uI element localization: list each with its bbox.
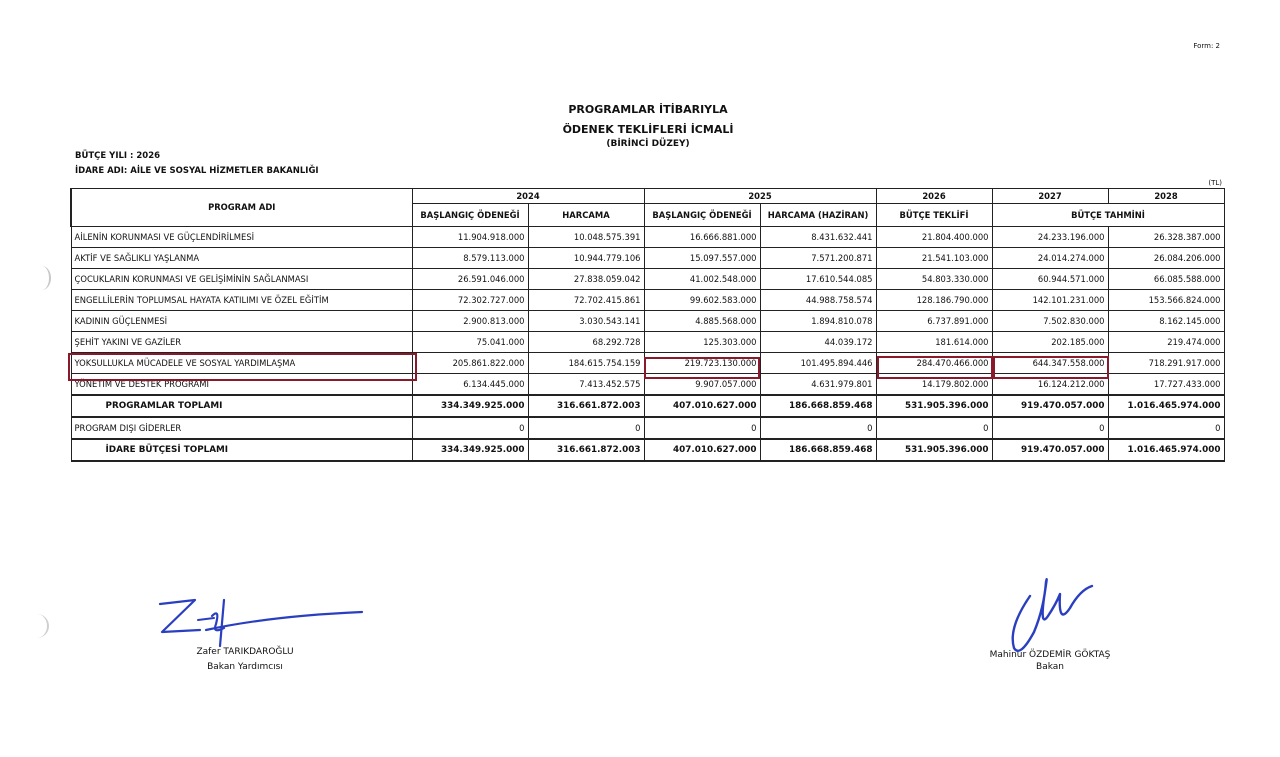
highlight-box-2026 xyxy=(877,356,993,379)
budget-table xyxy=(70,188,1225,462)
highlight-box-program xyxy=(68,353,417,381)
value-cell: 41.002.548.000 xyxy=(644,269,760,290)
value-cell: 17.727.433.000 xyxy=(1108,374,1224,396)
value-cell: 125.303.000 xyxy=(644,332,760,353)
value-cell: 11.904.918.000 xyxy=(412,227,528,248)
year-header-2024: 2024 xyxy=(412,189,644,204)
value-cell: 3.030.543.141 xyxy=(528,311,644,332)
total-cell: 186.668.859.468 xyxy=(760,439,876,461)
value-cell: 142.101.231.000 xyxy=(992,290,1108,311)
deputy-minister-title: Bakan Yardımcısı xyxy=(207,662,283,672)
minister-title: Bakan xyxy=(1036,662,1064,672)
total-cell: 1.016.465.974.000 xyxy=(1108,395,1224,417)
program-name-cell: ŞEHİT YAKINI VE GAZİLER xyxy=(71,332,412,353)
value-cell: 60.944.571.000 xyxy=(992,269,1108,290)
total-cell: 1.016.465.974.000 xyxy=(1108,439,1224,461)
value-cell: 4.631.979.801 xyxy=(760,374,876,396)
value-cell: 10.944.779.106 xyxy=(528,248,644,269)
value-cell: 101.495.894.446 xyxy=(760,353,876,374)
value-cell: 0 xyxy=(876,417,992,439)
value-cell: 26.328.387.000 xyxy=(1108,227,1224,248)
total-cell: 919.470.057.000 xyxy=(992,439,1108,461)
table-row xyxy=(71,290,1224,311)
punch-hole-mark xyxy=(33,266,51,290)
value-cell: 68.292.728 xyxy=(528,332,644,353)
value-cell: 21.804.400.000 xyxy=(876,227,992,248)
col-header-proposal-2026: BÜTÇE TEKLİFİ xyxy=(876,204,992,227)
value-cell: 4.885.568.000 xyxy=(644,311,760,332)
value-cell: 8.431.632.441 xyxy=(760,227,876,248)
value-cell: 284.470.466.000 xyxy=(876,353,992,374)
total-cell: 531.905.396.000 xyxy=(876,439,992,461)
value-cell: 99.602.583.000 xyxy=(644,290,760,311)
minister-signature xyxy=(1000,568,1110,656)
document-level: (BİRİNCİ DÜZEY) xyxy=(606,139,690,149)
value-cell: 0 xyxy=(412,417,528,439)
program-name-header: PROGRAM ADI xyxy=(71,189,412,227)
value-cell: 7.413.452.575 xyxy=(528,374,644,396)
institution-total-label: İDARE BÜTÇESİ TOPLAMI xyxy=(71,439,412,461)
deputy-minister-name: Zafer TARIKDAROĞLU xyxy=(196,647,294,657)
value-cell: 66.085.588.000 xyxy=(1108,269,1224,290)
table-row xyxy=(71,311,1224,332)
punch-hole-mark xyxy=(25,614,49,638)
value-cell: 17.610.544.085 xyxy=(760,269,876,290)
program-total-row xyxy=(71,395,1224,417)
value-cell: 10.048.575.391 xyxy=(528,227,644,248)
program-name-cell: KADININ GÜÇLENMESİ xyxy=(71,311,412,332)
total-cell: 407.010.627.000 xyxy=(644,439,760,461)
value-cell: 54.803.330.000 xyxy=(876,269,992,290)
total-cell: 316.661.872.003 xyxy=(528,395,644,417)
table-row xyxy=(71,227,1224,248)
col-header-initial-2024: BAŞLANGIÇ ÖDENEĞİ xyxy=(412,204,528,227)
document-title: PROGRAMLAR İTİBARIYLA xyxy=(568,103,728,116)
value-cell: 1.894.810.078 xyxy=(760,311,876,332)
value-cell: 0 xyxy=(760,417,876,439)
program-name-cell: AKTİF VE SAĞLIKLI YAŞLANMA xyxy=(71,248,412,269)
value-cell: 72.702.415.861 xyxy=(528,290,644,311)
value-cell: 205.861.822.000 xyxy=(412,353,528,374)
total-cell: 316.661.872.003 xyxy=(528,439,644,461)
value-cell: 202.185.000 xyxy=(992,332,1108,353)
value-cell: 24.014.274.000 xyxy=(992,248,1108,269)
form-number: Form: 2 xyxy=(1193,42,1220,50)
program-name-cell: ÇOCUKLARIN KORUNMASI VE GELİŞİMİNİN SAĞLANMASI xyxy=(71,269,412,290)
currency-unit: (TL) xyxy=(1208,179,1222,187)
non-program-label: PROGRAM DIŞI GİDERLER xyxy=(71,417,412,439)
value-cell: 7.502.830.000 xyxy=(992,311,1108,332)
value-cell: 128.186.790.000 xyxy=(876,290,992,311)
value-cell: 72.302.727.000 xyxy=(412,290,528,311)
value-cell: 718.291.917.000 xyxy=(1108,353,1224,374)
value-cell: 219.474.000 xyxy=(1108,332,1224,353)
program-name-cell: AİLENİN KORUNMASI VE GÜÇLENDİRİLMESİ xyxy=(71,227,412,248)
col-header-spending-2025: HARCAMA (HAZİRAN) xyxy=(760,204,876,227)
program-name-cell: ENGELLİLERİN TOPLUMSAL HAYATA KATILIMI VE ÖZEL EĞİTİM xyxy=(71,290,412,311)
value-cell: 16.666.881.000 xyxy=(644,227,760,248)
year-header-2027: 2027 xyxy=(992,189,1108,204)
value-cell: 219.723.130.000 xyxy=(644,353,760,374)
total-cell: 334.349.925.000 xyxy=(412,439,528,461)
value-cell: 7.571.200.871 xyxy=(760,248,876,269)
highlight-box-2027 xyxy=(993,356,1109,379)
year-header-2026: 2026 xyxy=(876,189,992,204)
total-cell: 531.905.396.000 xyxy=(876,395,992,417)
value-cell: 184.615.754.159 xyxy=(528,353,644,374)
value-cell: 0 xyxy=(1108,417,1224,439)
value-cell: 6.134.445.000 xyxy=(412,374,528,396)
value-cell: 75.041.000 xyxy=(412,332,528,353)
value-cell: 0 xyxy=(992,417,1108,439)
value-cell: 0 xyxy=(644,417,760,439)
value-cell: 2.900.813.000 xyxy=(412,311,528,332)
budget-year: BÜTÇE YILI : 2026 xyxy=(75,151,161,161)
non-program-row xyxy=(71,417,1224,439)
value-cell: 15.097.557.000 xyxy=(644,248,760,269)
col-header-estimate: BÜTÇE TAHMİNİ xyxy=(992,204,1224,227)
table-row xyxy=(71,332,1224,353)
value-cell: 6.737.891.000 xyxy=(876,311,992,332)
total-cell: 919.470.057.000 xyxy=(992,395,1108,417)
program-name-cell: YOKSULLUKLA MÜCADELE VE SOSYAL YARDIMLAŞMA xyxy=(71,353,412,374)
program-name-cell: YÖNETİM VE DESTEK PROGRAMI xyxy=(71,374,412,396)
value-cell: 27.838.059.042 xyxy=(528,269,644,290)
value-cell: 9.907.057.000 xyxy=(644,374,760,396)
value-cell: 153.566.824.000 xyxy=(1108,290,1224,311)
value-cell: 26.084.206.000 xyxy=(1108,248,1224,269)
value-cell: 21.541.103.000 xyxy=(876,248,992,269)
table-row xyxy=(71,269,1224,290)
program-total-label: PROGRAMLAR TOPLAMI xyxy=(71,395,412,417)
highlight-box-2025 xyxy=(644,357,760,379)
value-cell: 8.579.113.000 xyxy=(412,248,528,269)
total-cell: 186.668.859.468 xyxy=(760,395,876,417)
institution-name: İDARE ADI: AİLE VE SOSYAL HİZMETLER BAKANLIĞI xyxy=(75,166,319,176)
value-cell: 44.988.758.574 xyxy=(760,290,876,311)
table-row xyxy=(71,248,1224,269)
total-cell: 334.349.925.000 xyxy=(412,395,528,417)
value-cell: 0 xyxy=(528,417,644,439)
document-subtitle: ÖDENEK TEKLİFLERİ İCMALİ xyxy=(562,123,734,136)
institution-total-row xyxy=(71,439,1224,461)
value-cell: 644.347.558.000 xyxy=(992,353,1108,374)
value-cell: 14.179.802.000 xyxy=(876,374,992,396)
minister-name: Mahinur ÖZDEMİR GÖKTAŞ xyxy=(989,650,1111,660)
value-cell: 16.124.212.000 xyxy=(992,374,1108,396)
value-cell: 24.233.196.000 xyxy=(992,227,1108,248)
value-cell: 181.614.000 xyxy=(876,332,992,353)
col-header-initial-2025: BAŞLANGIÇ ÖDENEĞİ xyxy=(644,204,760,227)
value-cell: 26.591.046.000 xyxy=(412,269,528,290)
year-header-2025: 2025 xyxy=(644,189,876,204)
year-header-2028: 2028 xyxy=(1108,189,1224,204)
value-cell: 44.039.172 xyxy=(760,332,876,353)
col-header-spending-2024: HARCAMA xyxy=(528,204,644,227)
total-cell: 407.010.627.000 xyxy=(644,395,760,417)
deputy-minister-signature xyxy=(150,590,365,650)
value-cell: 8.162.145.000 xyxy=(1108,311,1224,332)
